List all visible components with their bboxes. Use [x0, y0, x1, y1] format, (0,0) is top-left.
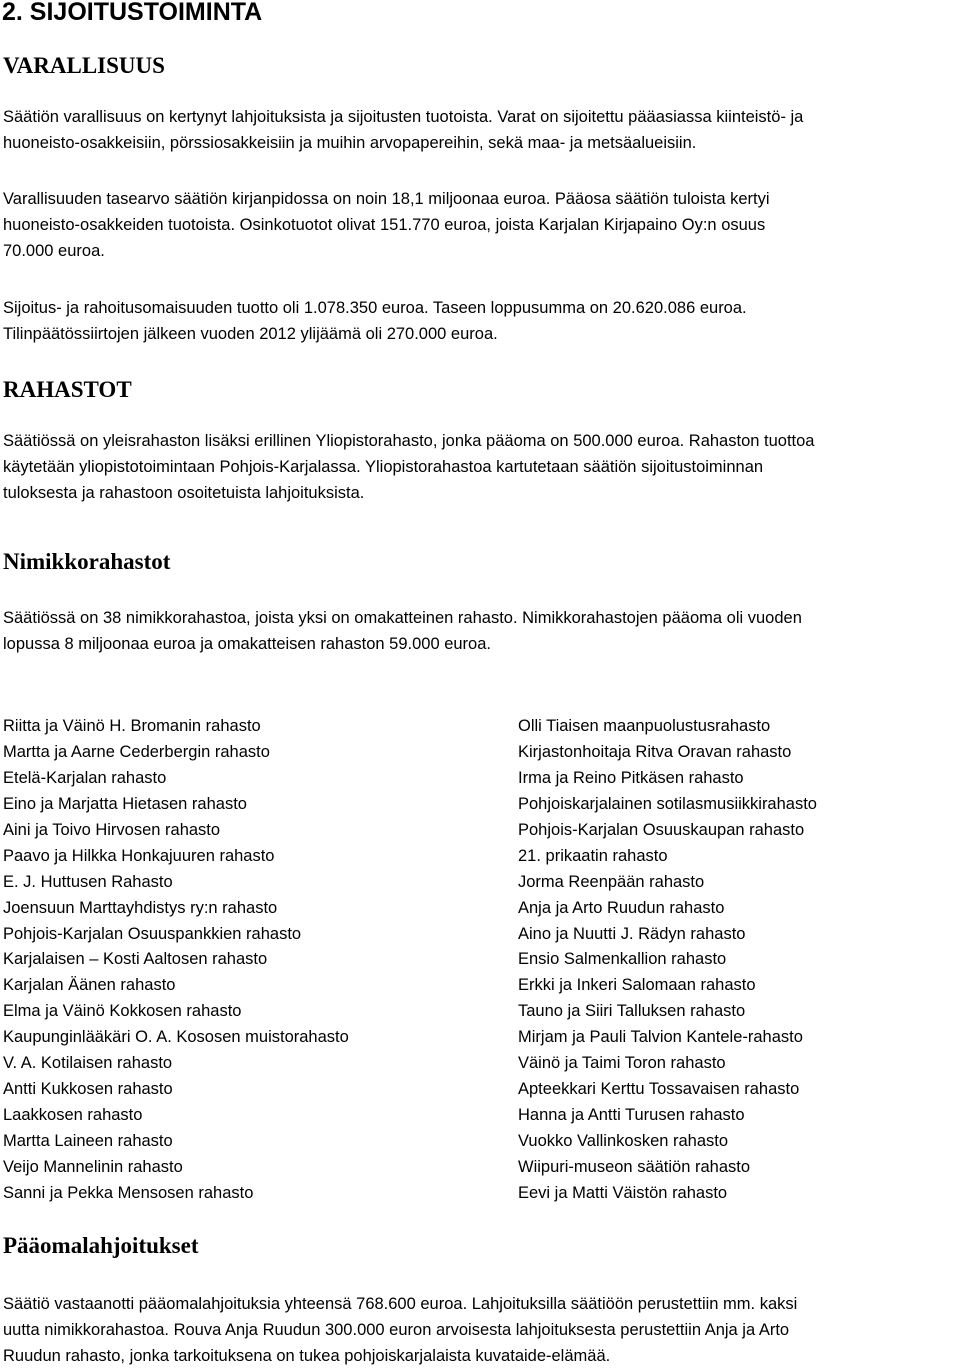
text-line: Säätiössä on 38 nimikkorahastoa, joista yksi on omakatteinen rahasto. Nimikkorahastojen pääoma oli vuoden	[3, 609, 802, 627]
text-line: Tilinpäätössiirtojen jälkeen vuoden 2012 ylijäämä oli 270.000 euroa.	[3, 325, 498, 343]
list-item: Jorma Reenpään rahasto	[518, 872, 705, 891]
list-item: Väinö ja Taimi Toron rahasto	[518, 1054, 726, 1073]
text-line: Ruudun rahasto, jonka tarkoituksena on tukea pohjoiskarjalaista kuvataide-elämää.	[3, 1347, 611, 1365]
page-title: 2. SIJOITUSTOIMINTA	[2, 0, 263, 26]
text-line: uutta nimikkorahastoa. Rouva Anja Ruudun 300.000 euron arvoisesta lahjoituksesta perustettiin Anja ja Arto	[3, 1321, 790, 1339]
text-line: Säätiön varallisuus on kertynyt lahjoituksista ja sijoitusten tuotoista. Varat on sijoitettu pääasiassa kiinteistö- ja	[3, 108, 804, 126]
text-line: Varallisuuden tasearvo säätiön kirjanpidossa on noin 18,1 miljoonaa euroa. Pääosa säätiön tuloista kertyi	[3, 190, 770, 208]
list-item: Wiipuri-museon säätiön rahasto	[518, 1157, 751, 1176]
paragraph-nimikkorahastot-1	[3, 605, 958, 657]
list-item: Veijo Mannelinin rahasto	[3, 1157, 183, 1176]
list-item: Martta ja Aarne Cederbergin rahasto	[3, 742, 270, 761]
list-item: Kaupunginlääkäri O. A. Kososen muistorahasto	[3, 1028, 349, 1047]
text-line: huoneisto-osakkeisiin, pörssiosakkeisiin ja muihin arvopapereihin, sekä maa- ja metsäalueisiin.	[3, 134, 697, 152]
paragraph-rahastot-1	[3, 428, 958, 506]
list-item: Aino ja Nuutti J. Rädyn rahasto	[518, 924, 746, 943]
list-item: Apteekkari Kerttu Tossavaisen rahasto	[518, 1080, 800, 1099]
list-item: Eevi ja Matti Väistön rahasto	[518, 1183, 728, 1202]
list-item: Ensio Salmenkallion rahasto	[518, 950, 727, 969]
list-item: Olli Tiaisen maanpuolustusrahasto	[518, 717, 771, 735]
text-line: Sijoitus- ja rahoitusomaisuuden tuotto oli 1.078.350 euroa. Taseen loppusumma on 20.620.086 euroa.	[3, 299, 747, 317]
heading-varallisuus: VARALLISUUS	[3, 53, 165, 78]
paragraph-varallisuus-2	[3, 186, 958, 264]
list-item: Aini ja Toivo Hirvosen rahasto	[3, 820, 221, 839]
list-item: Kirjastonhoitaja Ritva Oravan rahasto	[518, 742, 792, 761]
list-item: Laakkosen rahasto	[3, 1106, 143, 1125]
list-item: Tauno ja Siiri Talluksen rahasto	[518, 1002, 746, 1021]
list-item: Erkki ja Inkeri Salomaan rahasto	[518, 976, 756, 995]
list-item: Riitta ja Väinö H. Bromanin rahasto	[3, 717, 261, 735]
text-line: huoneisto-osakkeiden tuotoista. Osinkotuotot olivat 151.770 euroa, joista Karjalan Kirjapaino Oy:n osuus	[3, 216, 766, 234]
list-item: Pohjois-Karjalan Osuuspankkien rahasto	[3, 924, 302, 943]
list-item: E. J. Huttusen Rahasto	[3, 872, 173, 891]
list-item: Anja ja Arto Ruudun rahasto	[518, 898, 725, 917]
paragraph-varallisuus-3	[3, 295, 958, 347]
text-line: tuloksesta ja rahastoon osoitetuista lahjoituksista.	[3, 484, 365, 502]
text-line: käytetään yliopistotoimintaan Pohjois-Karjalassa. Yliopistorahastoa kartutetaan säätiön sijoitustoiminnan	[3, 458, 764, 476]
list-item: V. A. Kotilaisen rahasto	[3, 1054, 173, 1073]
text-line: 70.000 euroa.	[3, 242, 105, 260]
list-item: Karjalaisen – Kosti Aaltosen rahasto	[3, 950, 268, 969]
list-item: Eino ja Marjatta Hietasen rahasto	[3, 794, 247, 813]
list-item: Etelä-Karjalan rahasto	[3, 768, 167, 787]
list-item: 21. prikaatin rahasto	[518, 846, 668, 865]
heading-nimikkorahastot: Nimikkorahastot	[3, 549, 171, 574]
heading-paaomalahjoitukset: Pääomalahjoitukset	[3, 1233, 199, 1258]
list-item: Pohjois-Karjalan Osuuskaupan rahasto	[518, 820, 805, 839]
list-item: Sanni ja Pekka Mensosen rahasto	[3, 1183, 254, 1202]
fund-list-left	[3, 713, 349, 1206]
list-item: Antti Kukkosen rahasto	[3, 1080, 173, 1099]
list-item: Vuokko Vallinkosken rahasto	[518, 1132, 729, 1150]
list-item: Elma ja Väinö Kokkosen rahasto	[3, 1002, 242, 1021]
list-item: Mirjam ja Pauli Talvion Kantele-rahasto	[518, 1028, 803, 1047]
text-line: Säätiössä on yleisrahaston lisäksi erillinen Yliopistorahasto, jonka pääoma on 500.000 euroa. Rahaston tuottoa	[3, 432, 815, 450]
list-item: Joensuun Marttayhdistys ry:n rahasto	[3, 898, 278, 917]
list-item: Hanna ja Antti Turusen rahasto	[518, 1106, 745, 1125]
list-item: Pohjoiskarjalainen sotilasmusiikkirahasto	[518, 794, 817, 813]
list-item: Martta Laineen rahasto	[3, 1132, 173, 1150]
text-line: lopussa 8 miljoonaa euroa ja omakatteisen rahaston 59.000 euroa.	[3, 635, 491, 653]
list-item: Paavo ja Hilkka Honkajuuren rahasto	[3, 846, 275, 865]
text-line: Säätiö vastaanotti pääomalahjoituksia yhteensä 768.600 euroa. Lahjoituksilla säätiöön perustettiin mm. kaksi	[3, 1295, 798, 1313]
list-item: Irma ja Reino Pitkäsen rahasto	[518, 768, 744, 787]
paragraph-paaomalahjoitukset-1	[3, 1291, 958, 1369]
list-item: Karjalan Äänen rahasto	[3, 976, 176, 995]
paragraph-varallisuus-1	[3, 104, 958, 156]
fund-list-right	[518, 713, 817, 1206]
heading-rahastot: RAHASTOT	[3, 377, 132, 402]
